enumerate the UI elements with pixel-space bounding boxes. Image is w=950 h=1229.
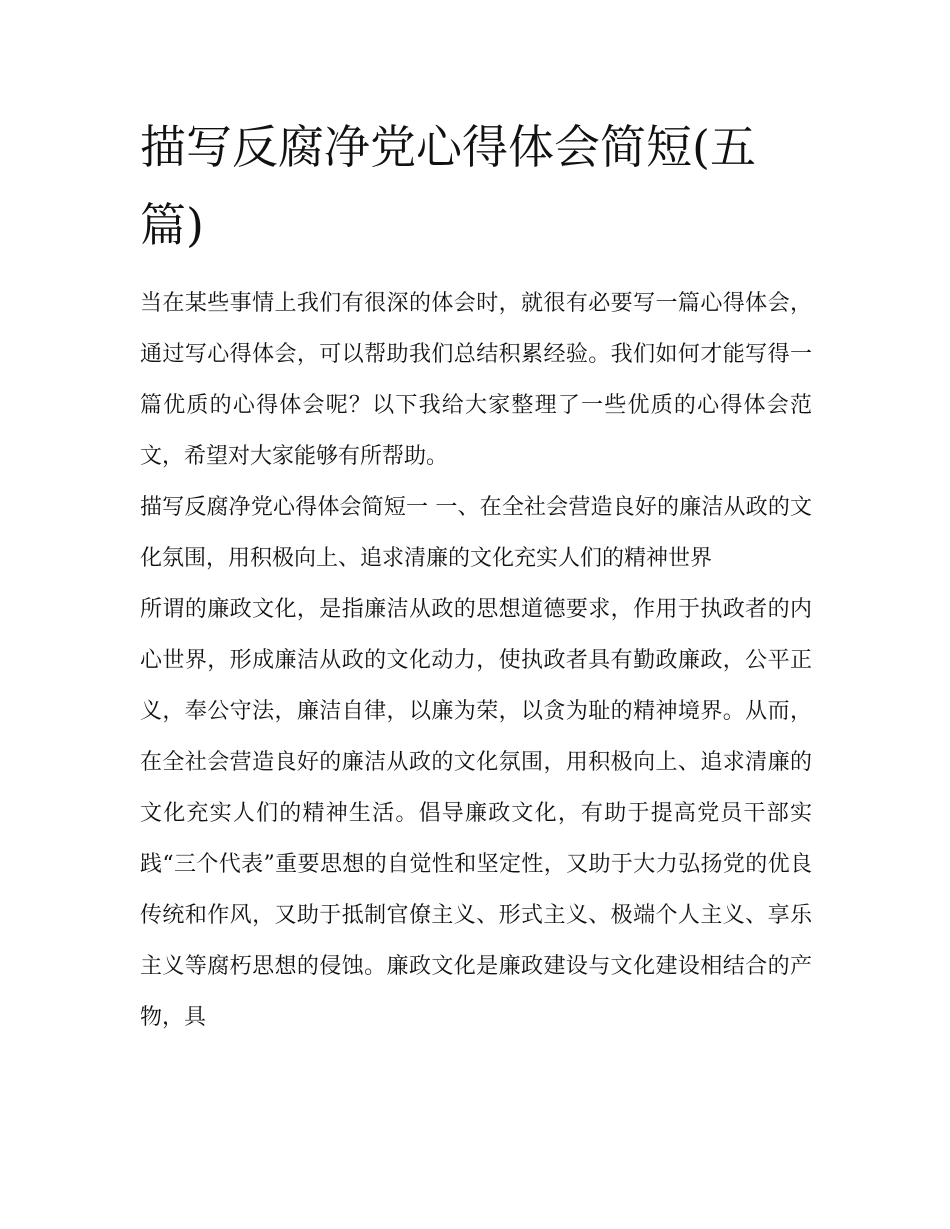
body-paragraph: 所谓的廉政文化，是指廉洁从政的思想道德要求，作用于执政者的内心世界，形成廉洁从政的文化动力，使执政者具有勤政廉政，公平正义，奉公守法，廉洁自律，以廉为荣，以贪为耻的精神境界。从而，在全社会营造良好的廉洁从政的文化氛围，用积极向上、追求清廉的文化充实人们的精神生活。倡导廉政文化，有助于提高党员干部实践“三个代表”重要思想的自觉性和坚定性，又助于大力弘扬党的优良传统和作风，又助于抵制官僚主义、形式主义、极端个人主义、享乐主义等腐朽思想的侵蚀。廉政文化是廉政建设与文化建设相结合的产物，具 — [140, 597, 812, 1030]
document-body — [140, 108, 812, 1043]
intro-paragraph: 当在某些事情上我们有很深的体会时，就很有必要写一篇心得体会，通过写心得体会，可以帮助我们总结积累经验。我们如何才能写得一篇优质的心得体会呢？以下我给大家整理了一些优质的心得体会范文，希望对大家能够有所帮助。 — [140, 291, 812, 469]
document-title: 描写反腐净党心得体会简短(五篇) — [140, 120, 756, 252]
section-heading-paragraph: 描写反腐净党心得体会简短一 一、在全社会营造良好的廉洁从政的文化氛围，用积极向上、追求清廉的文化充实人们的精神世界 — [140, 495, 812, 571]
